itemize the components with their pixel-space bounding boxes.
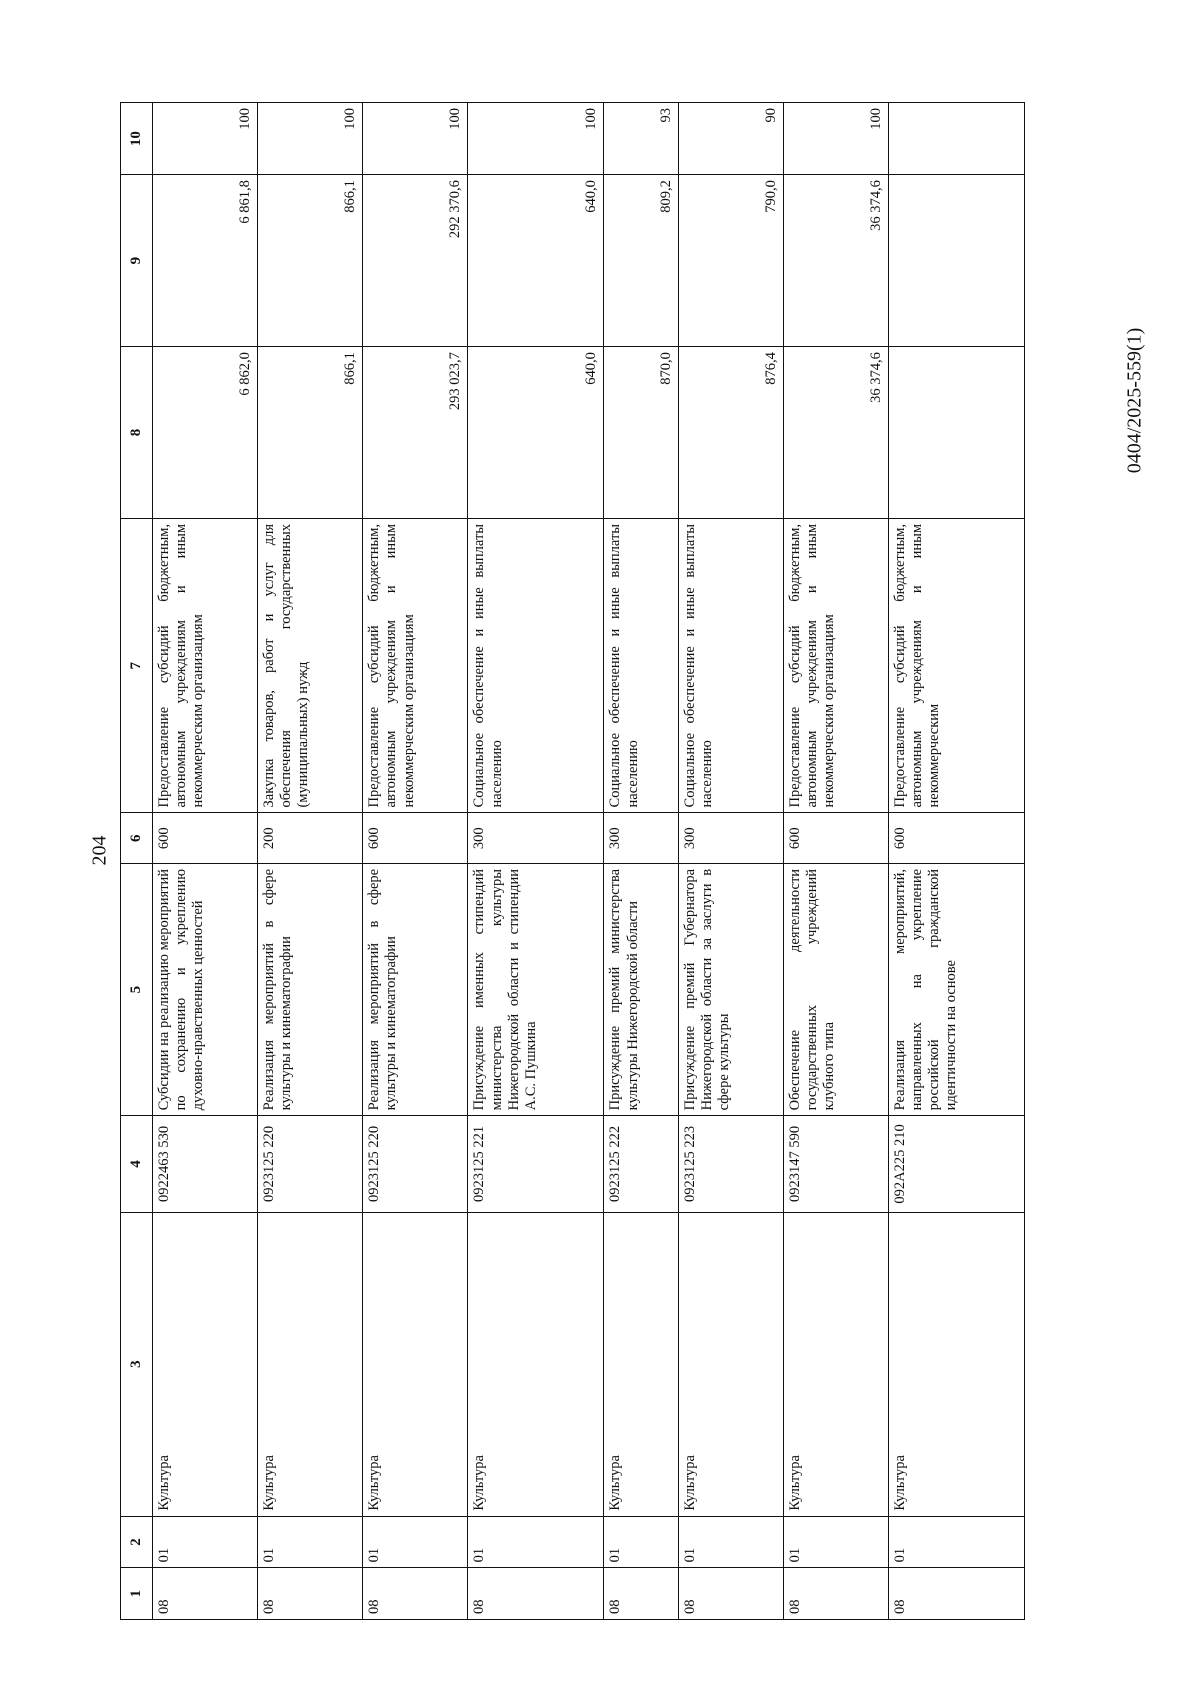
section-name: Культура bbox=[153, 1212, 258, 1516]
section-code: 08 bbox=[888, 1568, 1024, 1620]
execution-percent: 100 bbox=[258, 103, 363, 175]
table-row bbox=[258, 103, 363, 1620]
expense-type-name: Предоставление субсидий бюджетным, автономным учреждениям и иным некоммерческим организациям bbox=[153, 518, 258, 813]
table-row bbox=[153, 103, 258, 1620]
section-code: 08 bbox=[468, 1568, 604, 1620]
table-row bbox=[604, 103, 678, 1620]
table-row bbox=[888, 103, 1024, 1620]
table-row bbox=[678, 103, 783, 1620]
expense-type-name: Социальное обеспечение и иные выплаты населению bbox=[678, 518, 783, 813]
expense-type-code: 300 bbox=[468, 813, 604, 863]
target-article-name: Присуждение премий министерства культуры Нижегородской области bbox=[604, 863, 678, 1115]
target-article-name: Реализация мероприятий в сфере культуры и кинематографии bbox=[258, 863, 363, 1115]
header-cell: 7 bbox=[121, 518, 153, 813]
executed-amount bbox=[888, 175, 1024, 347]
target-article-code: 0923125 223 bbox=[678, 1116, 783, 1212]
header-cell: 10 bbox=[121, 103, 153, 175]
expense-type-name: Закупка товаров, работ и услуг для обеспечения государственных (муниципальных) нужд bbox=[258, 518, 363, 813]
expense-type-code: 600 bbox=[363, 813, 468, 863]
header-cell: 5 bbox=[121, 863, 153, 1115]
execution-percent: 100 bbox=[783, 103, 888, 175]
planned-amount: 866,1 bbox=[258, 347, 363, 519]
section-code: 08 bbox=[678, 1568, 783, 1620]
execution-percent: 100 bbox=[468, 103, 604, 175]
executed-amount: 6 861,8 bbox=[153, 175, 258, 347]
expense-type-code: 600 bbox=[888, 813, 1024, 863]
table-row bbox=[363, 103, 468, 1620]
header-cell: 3 bbox=[121, 1212, 153, 1516]
executed-amount: 790,0 bbox=[678, 175, 783, 347]
planned-amount: 36 374,6 bbox=[783, 347, 888, 519]
page-number: 204 bbox=[88, 835, 111, 865]
planned-amount: 6 862,0 bbox=[153, 347, 258, 519]
section-name: Культура bbox=[678, 1212, 783, 1516]
target-article-name: Реализация мероприятий, направленных на укрепление российской гражданской идентичности на основе bbox=[888, 863, 1024, 1115]
section-code: 08 bbox=[604, 1568, 678, 1620]
header-cell: 6 bbox=[121, 813, 153, 863]
subsection-code: 01 bbox=[363, 1516, 468, 1568]
expense-type-name: Социальное обеспечение и иные выплаты населению bbox=[468, 518, 604, 813]
section-code: 08 bbox=[363, 1568, 468, 1620]
expense-type-code: 300 bbox=[604, 813, 678, 863]
subsection-code: 01 bbox=[258, 1516, 363, 1568]
execution-percent bbox=[888, 103, 1024, 175]
header-cell: 4 bbox=[121, 1116, 153, 1212]
planned-amount: 870,0 bbox=[604, 347, 678, 519]
executed-amount: 809,2 bbox=[604, 175, 678, 347]
section-code: 08 bbox=[153, 1568, 258, 1620]
section-name: Культура bbox=[604, 1212, 678, 1516]
section-name: Культура bbox=[888, 1212, 1024, 1516]
subsection-code: 01 bbox=[783, 1516, 888, 1568]
planned-amount: 293 023,7 bbox=[363, 347, 468, 519]
section-name: Культура bbox=[468, 1212, 604, 1516]
target-article-name: Присуждение именных стипендий министерства культуры Нижегородской области и стипендии А.С. Пушкина bbox=[468, 863, 604, 1115]
subsection-code: 01 bbox=[468, 1516, 604, 1568]
target-article-name: Присуждение премий Губернатора Нижегородской области за заслуги в сфере культуры bbox=[678, 863, 783, 1115]
planned-amount: 640,0 bbox=[468, 347, 604, 519]
document-code: 0404/2025-559(1) bbox=[1123, 327, 1146, 473]
header-cell: 1 bbox=[121, 1568, 153, 1620]
budget-table bbox=[120, 102, 1025, 1620]
planned-amount bbox=[888, 347, 1024, 519]
executed-amount: 640,0 bbox=[468, 175, 604, 347]
section-name: Культура bbox=[783, 1212, 888, 1516]
section-name: Культура bbox=[363, 1212, 468, 1516]
target-article-code: 0923125 220 bbox=[258, 1116, 363, 1212]
target-article-name: Субсидии на реализацию мероприятий по сохранению и укреплению духовно-нравственных ценностей bbox=[153, 863, 258, 1115]
subsection-code: 01 bbox=[888, 1516, 1024, 1568]
subsection-code: 01 bbox=[153, 1516, 258, 1568]
expense-type-code: 300 bbox=[678, 813, 783, 863]
table-row bbox=[783, 103, 888, 1620]
section-code: 08 bbox=[783, 1568, 888, 1620]
target-article-code: 0923125 222 bbox=[604, 1116, 678, 1212]
header-cell: 2 bbox=[121, 1516, 153, 1568]
planned-amount: 876,4 bbox=[678, 347, 783, 519]
expense-type-name: Предоставление субсидий бюджетным, автономным учреждениям и иным некоммерческим организациям bbox=[363, 518, 468, 813]
section-name: Культура bbox=[258, 1212, 363, 1516]
expense-type-code: 600 bbox=[153, 813, 258, 863]
expense-type-code: 200 bbox=[258, 813, 363, 863]
table-row bbox=[468, 103, 604, 1620]
execution-percent: 100 bbox=[153, 103, 258, 175]
executed-amount: 292 370,6 bbox=[363, 175, 468, 347]
subsection-code: 01 bbox=[678, 1516, 783, 1568]
header-cell: 8 bbox=[121, 347, 153, 519]
target-article-code: 092A225 210 bbox=[888, 1116, 1024, 1212]
executed-amount: 36 374,6 bbox=[783, 175, 888, 347]
target-article-name: Реализация мероприятий в сфере культуры и кинематографии bbox=[363, 863, 468, 1115]
section-code: 08 bbox=[258, 1568, 363, 1620]
target-article-code: 0922463 530 bbox=[153, 1116, 258, 1212]
execution-percent: 100 bbox=[363, 103, 468, 175]
subsection-code: 01 bbox=[604, 1516, 678, 1568]
execution-percent: 93 bbox=[604, 103, 678, 175]
header-cell: 9 bbox=[121, 175, 153, 347]
table-header-row bbox=[121, 103, 153, 1620]
budget-table-container bbox=[120, 102, 1025, 1620]
target-article-code: 0923125 221 bbox=[468, 1116, 604, 1212]
expense-type-code: 600 bbox=[783, 813, 888, 863]
expense-type-name: Социальное обеспечение и иные выплаты населению bbox=[604, 518, 678, 813]
expense-type-name: Предоставление субсидий бюджетным, автономным учреждениям и иным некоммерческим организациям bbox=[783, 518, 888, 813]
target-article-name: Обеспечение деятельности государственных учреждений клубного типа bbox=[783, 863, 888, 1115]
executed-amount: 866,1 bbox=[258, 175, 363, 347]
expense-type-name: Предоставление субсидий бюджетным, автономным учреждениям и иным некоммерческим bbox=[888, 518, 1024, 813]
execution-percent: 90 bbox=[678, 103, 783, 175]
target-article-code: 0923147 590 bbox=[783, 1116, 888, 1212]
target-article-code: 0923125 220 bbox=[363, 1116, 468, 1212]
